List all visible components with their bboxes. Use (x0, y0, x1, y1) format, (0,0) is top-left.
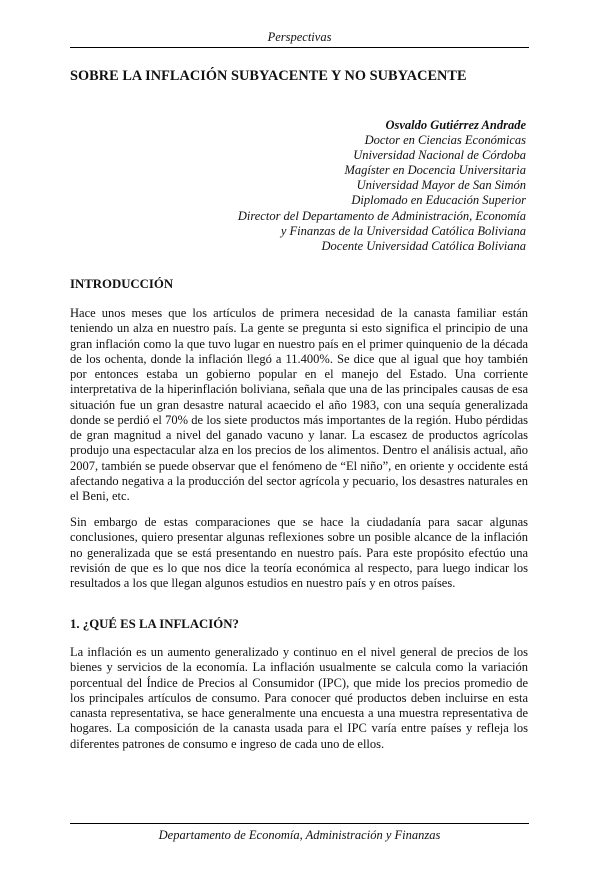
article-title: SOBRE LA INFLACIÓN SUBYACENTE Y NO SUBYACENTE (70, 68, 467, 84)
author-block (238, 118, 526, 254)
section-heading-introduccion: INTRODUCCIÓN (70, 277, 174, 291)
author-credential: Doctor en Ciencias Económicas (364, 133, 526, 148)
intro-paragraph-1: Hace unos meses que los artículos de primera necesidad de la canasta familiar están teniendo un alza en nuestro país. La gente se pregunta si esto significa el principio de una gran inflación como la que tuvo lugar en nuestro país en el primer quinquenio de la década de los ochenta, donde la inflación llegó a 11.400%. Se dice que al igual que hoy también por entonces estaba un gobierno popular en el manejo del Estado. Una corriente interpretativa de la hiperinflación boliviana, señala que una de las principales causas de esa situación fue un gran desastre natural acaecido el año 1983, con una sequía generalizada donde se perdió el 70% de los siete productos más importantes de la región. Hubo pérdidas de gran magnitud a nivel del ganado vacuno y lanar. La escasez de productos agrícolas produjo una espectacular alza en los precios de los alimentos. Dentro el análisis actual, año 2007, también se puede observar que el fenómeno de “El niño”, en oriente y occidente está afectando negativa a la producción del sector agrícola y pecuario, los desastres naturales en el Beni, etc. (70, 306, 528, 503)
author-credential: Magíster en Docencia Universitaria (344, 163, 526, 178)
author-credential: Docente Universidad Católica Boliviana (321, 238, 526, 253)
author-credential: Universidad Nacional de Córdoba (353, 148, 526, 163)
author-credential: Universidad Mayor de San Simón (356, 178, 526, 193)
author-credential: Director del Departamento de Administración, Economía (237, 208, 526, 223)
intro-paragraph-2: Sin embargo de estas comparaciones que se hace la ciudadanía para sacar algunas conclusiones, quiero presentar algunas reflexiones sobre un posible alcance de la inflación no generalizada que se está presentando en nuestro país. Para este propósito efectúo una revisión de que es lo que nos dice la teoría económica al respecto, para luego indicar los resultados a los que llegan algunos estudios en nuestro país y en otros países. (70, 515, 528, 590)
author-credential: y Finanzas de la Universidad Católica Boliviana (280, 223, 526, 238)
author-credential: Diplomado en Educación Superior (351, 193, 526, 208)
section-heading-que-es-la-inflacion: 1. ¿QUÉ ES LA INFLACIÓN? (70, 617, 239, 631)
running-footer: Departamento de Economía, Administración y Finanzas (70, 823, 529, 843)
author-name: Osvaldo Gutiérrez Andrade (385, 118, 526, 132)
running-header: Perspectivas (70, 30, 529, 48)
section1-paragraph-1: La inflación es un aumento generalizado y continuo en el nivel general de precios de los bienes y servicios de la economía. La inflación usualmente se calcula como la variación porcentual del Índice de Precios al Consumidor (IPC), que mide los precios promedio de los principales artículos de consumo. Para conocer qué productos deben incluirse en esta canasta representativa, se hace generalmente una encuesta a una muestra representativa de hogares. La composición de la canasta usada para el IPC varía entre países y refleja los diferentes patrones de consumo e ingreso de cada uno de ellos. (70, 645, 528, 751)
